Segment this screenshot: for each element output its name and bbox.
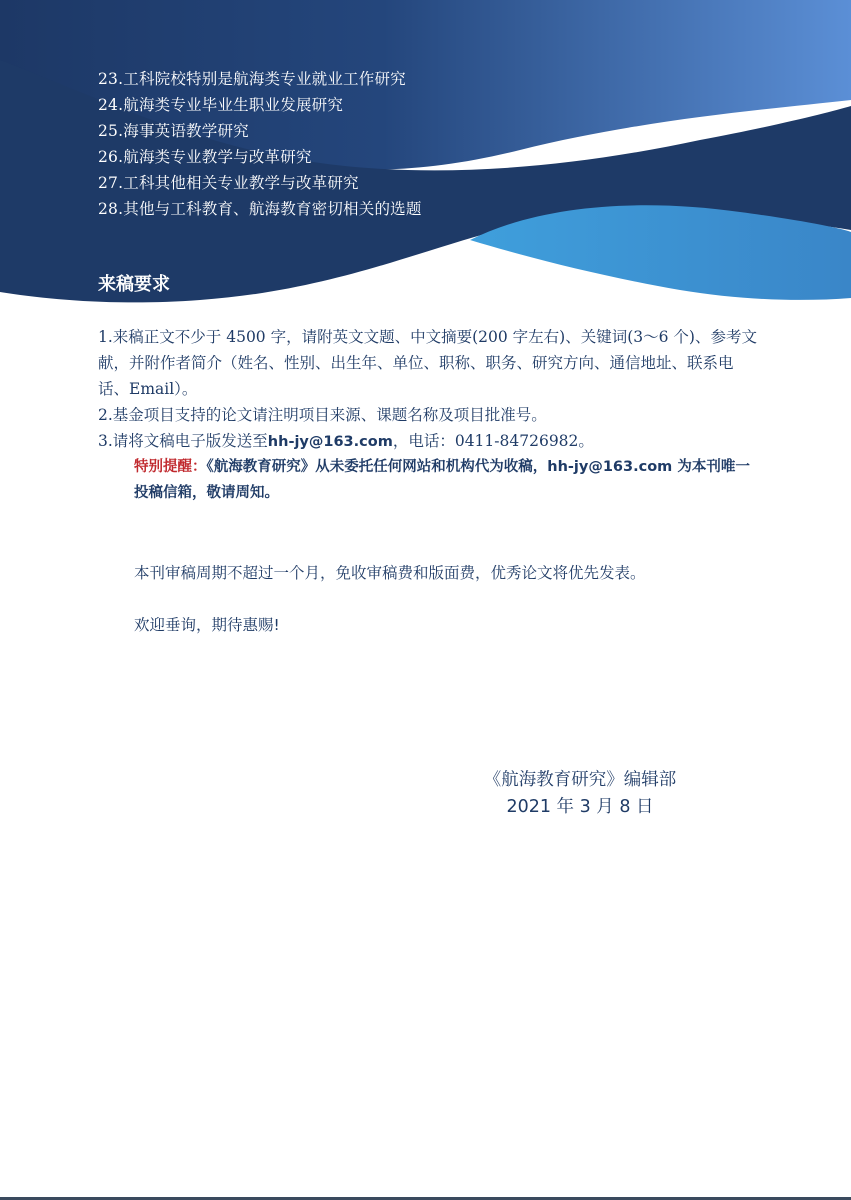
topic-item: 24.航海类专业毕业生职业发展研究 — [98, 96, 344, 114]
topic-list — [98, 66, 422, 222]
topic-item: 23.工科院校特别是航海类专业就业工作研究 — [98, 70, 406, 88]
requirement-item-3-phone: ，电话：0411-84726982。 — [392, 432, 594, 450]
topic-item: 28.其他与工科教育、航海教育密切相关的选题 — [98, 200, 422, 218]
topic-item: 27.工科其他相关专业教学与改革研究 — [98, 174, 359, 192]
review-policy-text: 本刊审稿周期不超过一个月，免收审稿费和版面费，优秀论文将优先发表。 — [134, 564, 646, 582]
signature-department: 《航海教育研究》编辑部 — [483, 770, 677, 790]
section-title: 来稿要求 — [98, 274, 170, 295]
requirement-item-2: 2.基金项目支持的论文请注明项目来源、课题名称及项目批准号。 — [98, 406, 547, 424]
topic-item: 26.航海类专业教学与改革研究 — [98, 148, 312, 166]
requirement-item-3 — [98, 428, 758, 455]
notice-text: 《航海教育研究》从未委托任何网站和机构代为收稿，hh-jy@163.com 为本刊唯一投稿信箱，敬请周知。 — [134, 459, 750, 501]
requirement-item-3-prefix: 3.请将文稿电子版发送至 — [98, 432, 268, 450]
notice-label: 特别提醒： — [134, 459, 207, 475]
special-notice — [98, 454, 758, 506]
signature-date: 2021 年 3 月 8 日 — [506, 797, 654, 817]
submission-email-link[interactable]: hh-jy@163.com — [267, 434, 393, 450]
submission-requirements — [98, 324, 758, 455]
topic-item: 25.海事英语教学研究 — [98, 122, 249, 140]
requirement-item-1: 1.来稿正文不少于 4500 字，请附英文文题、中文摘要(200 字左右)、关键词(3～6 个)、参考文献，并附作者简介（姓名、性别、出生年、单位、职称、职务、研究方向、通信地址、联系电话、Email）。 — [98, 328, 757, 398]
welcome-text: 欢迎垂询，期待惠赐! — [134, 616, 280, 634]
